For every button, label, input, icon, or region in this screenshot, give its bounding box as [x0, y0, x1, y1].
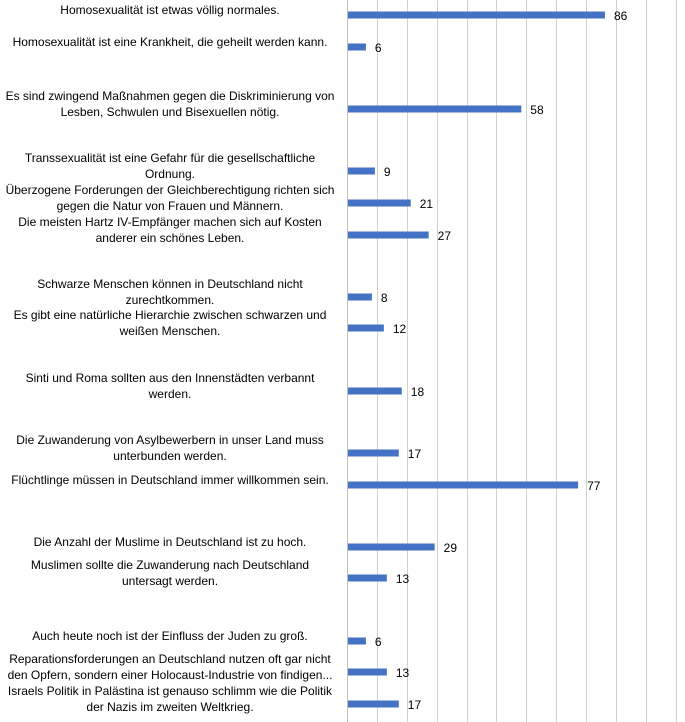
category-label: [0, 276, 340, 308]
category-label-line: der Nazis im zweiten Weltkrieg.: [86, 700, 254, 714]
category-label-line: Auch heute noch ist der Einfluss der Juden zu groß.: [32, 629, 308, 643]
data-label: 27: [437, 229, 452, 243]
category-label: [0, 34, 340, 50]
category-label-line: Ordnung.: [144, 167, 196, 181]
category-label-line: den Opfern, sondern einer Holocaust-Industrie von findigen...: [7, 668, 333, 682]
category-label-line: Sinti und Roma sollten aus den Innenstädten verbannt: [25, 371, 315, 385]
bar: [348, 106, 521, 113]
category-label: [0, 628, 340, 644]
bar: [348, 294, 372, 301]
bar: [348, 388, 402, 395]
category-label-line: werden.: [148, 387, 192, 401]
category-label-line: unterbunden werden.: [113, 449, 227, 463]
category-label-line: Die meisten Hartz IV-Empfänger machen sich auf Kosten: [18, 215, 322, 229]
data-label: 29: [443, 541, 457, 555]
data-label: 9: [383, 165, 391, 179]
data-label: 58: [530, 103, 544, 117]
bar: [348, 701, 399, 708]
category-label-line: Reparationsforderungen an Deutschland nutzen oft gar nicht: [9, 652, 331, 666]
data-label: 8: [380, 291, 388, 305]
bar: [348, 450, 399, 457]
data-label: 17: [407, 698, 422, 712]
bar: [348, 482, 578, 489]
bars: [348, 12, 605, 708]
category-label-line: zurechtkommen.: [125, 293, 215, 307]
bar: [348, 638, 366, 645]
category-label: [0, 182, 340, 214]
data-label: 13: [395, 572, 410, 586]
category-label-line: Es sind zwingend Maßnahmen gegen die Diskriminierung von: [5, 89, 335, 103]
category-label-line: gegen die Natur von Frauen und Männern.: [56, 199, 284, 213]
category-label: [0, 150, 340, 182]
category-label-line: Muslimen sollte die Zuwanderung nach Deutschland: [30, 558, 310, 572]
category-label-line: Flüchtlinge müssen in Deutschland immer willkommen sein.: [11, 473, 329, 487]
bar: [348, 12, 605, 19]
data-label: 18: [410, 385, 425, 399]
category-label-line: Es gibt eine natürliche Hierarchie zwischen schwarzen und: [13, 308, 327, 322]
bar: [348, 44, 366, 51]
category-label-line: Überzogene Forderungen der Gleichberechtigung richten sich: [5, 183, 335, 197]
category-label: [0, 651, 340, 683]
category-label-line: Homosexualität ist eine Krankheit, die geheilt werden kann.: [12, 35, 328, 49]
category-label-line: weißen Menschen.: [119, 324, 221, 338]
category-label-line: Israels Politik in Palästina ist genauso schlimm wie die Politik: [7, 684, 333, 698]
bar: [348, 575, 387, 582]
category-label-line: Schwarze Menschen können in Deutschland nicht: [37, 277, 303, 291]
data-label: 6: [374, 635, 382, 649]
bar: [348, 544, 435, 551]
category-label: [0, 557, 340, 589]
category-label: [0, 307, 340, 339]
data-label: 86: [613, 9, 628, 23]
data-label: 77: [587, 479, 601, 493]
category-label: [0, 88, 340, 120]
category-label-line: anderer ein schönes Leben.: [95, 231, 245, 245]
category-label: [0, 534, 340, 550]
data-label: 21: [419, 197, 434, 211]
category-label: [0, 370, 340, 402]
category-label: [0, 214, 340, 246]
category-label: [0, 2, 340, 18]
category-label: [0, 472, 340, 488]
bar: [348, 325, 384, 332]
data-label: 17: [407, 447, 422, 461]
category-label-line: untersagt werden.: [121, 574, 219, 588]
bar: [348, 168, 375, 175]
bar: [348, 669, 387, 676]
category-label-line: Die Zuwanderung von Asylbewerbern in unser Land muss: [16, 433, 324, 447]
category-label-line: Homosexualität ist etwas völlig normales.: [60, 3, 280, 17]
category-label-line: Die Anzahl der Muslime in Deutschland ist zu hoch.: [33, 535, 307, 549]
bar: [348, 200, 411, 207]
data-label: 12: [392, 322, 407, 336]
bar: [348, 232, 429, 239]
category-label: [0, 432, 340, 464]
category-label-line: Lesben, Schwulen und Bisexuellen nötig.: [60, 105, 280, 119]
category-label: [0, 683, 340, 715]
data-label: 6: [374, 41, 382, 55]
category-label-line: Transsexualität ist eine Gefahr für die gesellschaftliche: [24, 151, 316, 165]
data-label: 13: [395, 666, 410, 680]
